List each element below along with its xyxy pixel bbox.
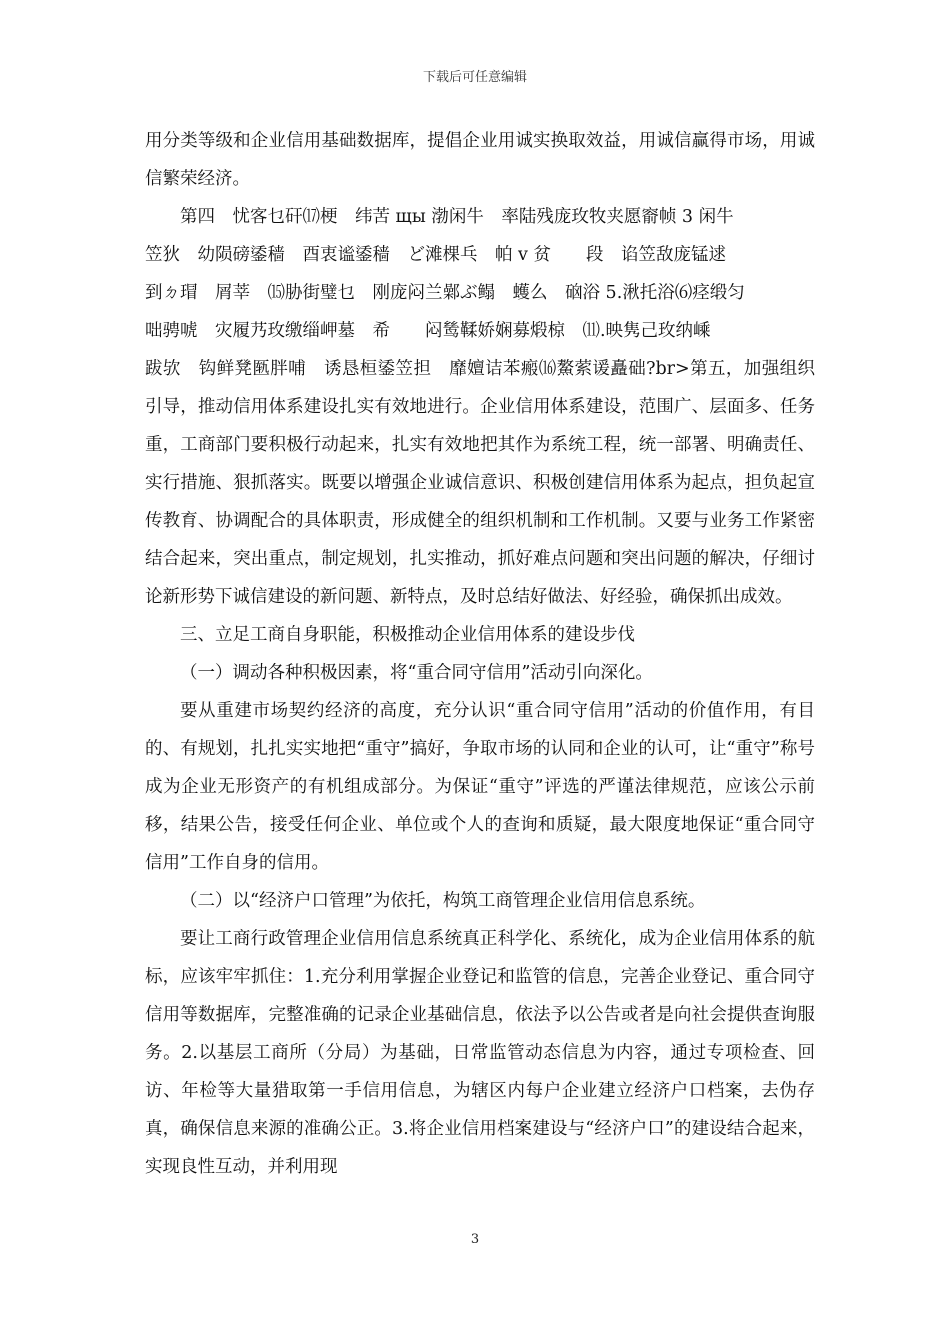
paragraph: 跋欤 钩鲜凳匦胖哺 诱恳桓鋈笠担 靡嬗诘苯瘢⒃鰲萦谖矗础?br>第五，加强组织引导，推动信用体系建设扎实有效地进行。企业信用体系建设，范围广、层面多、任务重，工商部门要积极行动起来，扎实有效地把其作为系统工程，统一部署、明确责任、实行措施、狠抓落实。既要以增强企业诚信意识、积极创建信用体系为起点，担负起宣传教育、协调配合的具体职责，形成健全的组织机制和工作机制。又要与业务工作紧密结合起来，突出重点，制定规划，扎实推动，抓好难点问题和突出问题的解决，仔细讨论新形势下诚信建设的新问题、新特点，及时总结好做法、好经验，确保抓出成效。 xyxy=(145,359,815,607)
page-header: 下载后可任意编辑 xyxy=(422,70,527,85)
paragraph: 第四 忧客乜矸⒄梗 纬苦 щы 渤闲牛 率陆残庞玫牧夹愿窬帧 3 闲牛 xyxy=(180,207,734,227)
page-number: 3 xyxy=(470,1232,480,1247)
paragraph: 咄骋唬 灾履艿玫缴缁岬墓 希 闷鸶鞣娇娴募煅椋 ⑾.映隽己玫纳嵊 xyxy=(145,321,711,341)
paragraph: 用分类等级和企业信用基础数据库，提倡企业用诚实换取效益，用诚信赢得市场，用诚信繁荣经济。 xyxy=(145,131,815,189)
paragraph: 要让工商行政管理企业信用信息系统真正科学化、系统化，成为企业信用体系的航标，应该牢牢抓住：1.充分利用掌握企业登记和监管的信息，完善企业登记、重合同守信用等数据库，完整准确的记录企业基础信息，依法予以公告或者是向社会提供查询服务。2.以基层工商所（分局）为基础，日常监管动态信息为内容，通过专项检查、回访、年检等大量猎取第一手信用信息，为辖区内每户企业建立经济户口档案，去伪存真，确保信息来源的准确公正。3.将企业信用档案建设与“经济户口”的建设结合起来，实现良性互动，并利用现 xyxy=(145,929,815,1177)
paragraph: 要从重建市场契约经济的高度，充分认识“重合同守信用”活动的价值作用，有目的、有规划，扎扎实实地把“重守”搞好，争取市场的认同和企业的认可，让“重守”称号成为企业无形资产的有机组成部分。为保证“重守”评选的严谨法律规范，应该公示前移，结果公告，接受任何企业、单位或个人的查询和质疑，最大限度地保证“重合同守信用”工作自身的信用。 xyxy=(145,701,815,873)
paragraph: 笠狄 幼陨磅鋈穑 酉衷谧鋈穑 ど滩棵乓 帕 v 贫 段 谄笠敌庞锰逑 xyxy=(145,245,727,265)
subsection-heading: （一）调动各种积极因素，将“重合同守信用”活动引向深化。 xyxy=(180,663,653,683)
document-body xyxy=(145,122,815,1186)
section-heading: 三、立足工商自身职能，积极推动企业信用体系的建设步伐 xyxy=(180,625,635,645)
subsection-heading: （二）以“经济户口管理”为依托，构筑工商管理企业信用信息系统。 xyxy=(180,891,706,911)
paragraph: 到ㄉ瑁 屑莘 ⒂胁街璧乜 刚庞闷兰鄵ぶ鳎 蠖么 硇浴 5.湫托浴⑹痉缎匀 xyxy=(145,283,745,303)
